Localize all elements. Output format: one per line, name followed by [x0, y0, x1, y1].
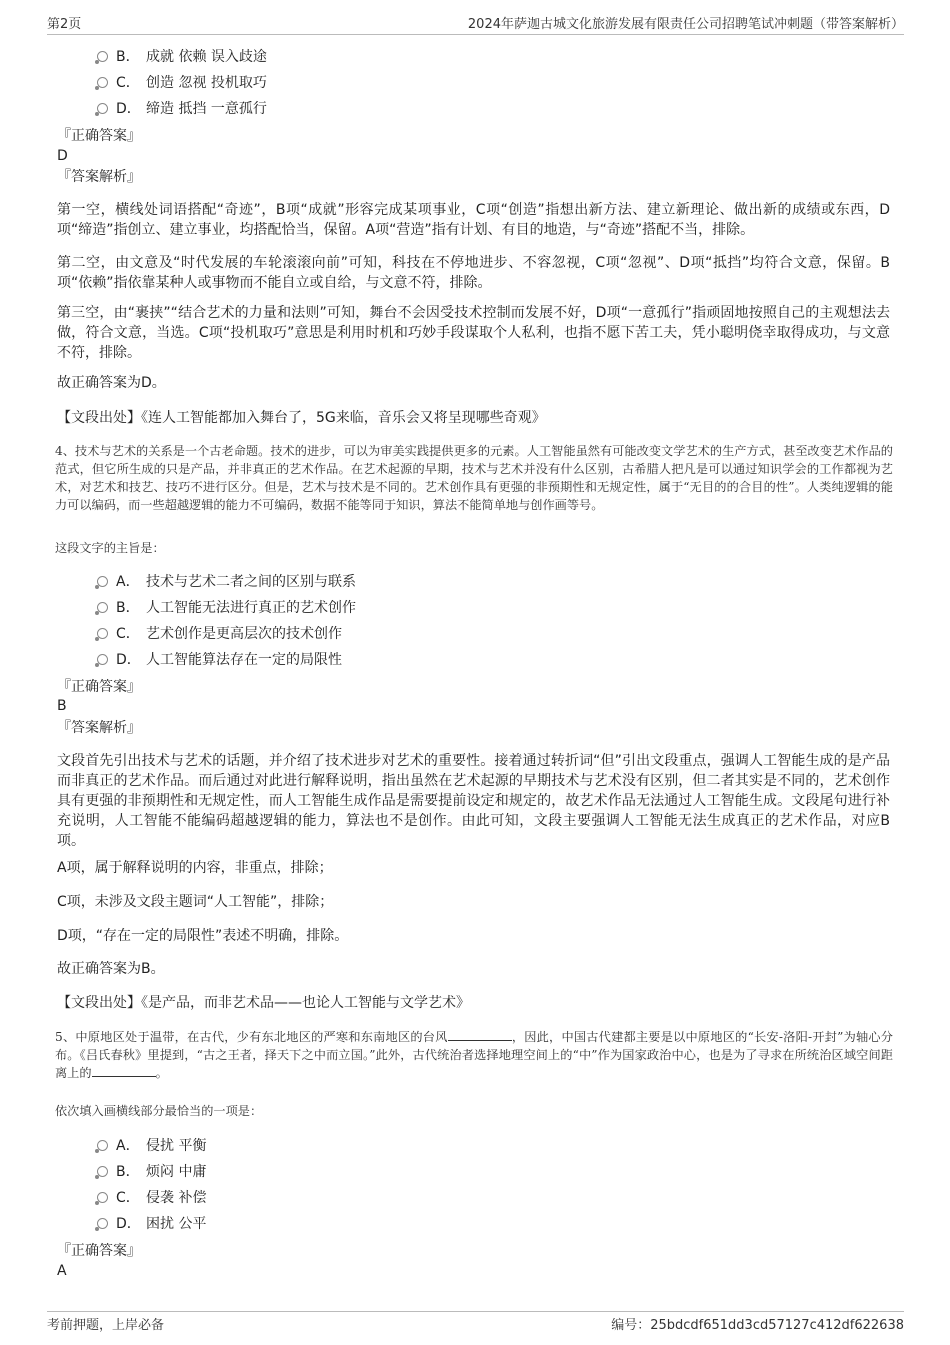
q4-option-a[interactable]: A． 技术与艺术二者之间的区别与联系	[97, 573, 356, 591]
q4-answer: B	[57, 698, 67, 714]
q5-question-text: 5、中原地区处于温带，在古代，少有东北地区的严寒和东南地区的台风 ，因此，中国古代建都主要是以中原地区的“长安-洛阳-开封”为轴心分布。《吕氏春秋》里提到，“古之王者，择天下之中而立国。”此外，古代统治者选择地理空间上的“中”作为国家政治中心，也是为了寻求在所统治区域空间距离上的 。	[55, 1030, 893, 1080]
q4-analysis-option-d: D项，“存在一定的局限性”表述不明确，排除。	[57, 928, 349, 944]
q4-question-text: 4、技术与艺术的关系是一个古老命题。技术的进步，可以为审美实践提供更多的元素。人工智能虽然有可能改变文学艺术的生产方式，甚至改变艺术作品的范式，但它所生成的只是产品，并非真正的艺术作品。在艺术起源的早期，技术与艺术并没有什么区别，古希腊人把凡是可以通过知识学会的工作都视为艺术，对艺术和技艺、技巧不进行区分。但是，艺术与技术是不同的。艺术创作具有更强的非预期性和无规定性，属于“无目的的合目的性”。人类纯逻辑的能力可以编码，而一些超越逻辑的能力不可编码，数据不能等同于知识，算法不能简单地与创作画等号。	[55, 444, 893, 512]
q4-option-c[interactable]: C． 艺术创作是更高层次的技术创作	[97, 625, 342, 643]
q4-analysis-option-c: C项，未涉及文段主题词“人工智能”，排除；	[57, 894, 334, 910]
q3-option-d[interactable]: D． 缔造 抵挡 一意孤行	[97, 100, 267, 118]
radio-icon[interactable]	[97, 1140, 108, 1151]
q4-source: 【文段出处】《是产品，而非艺术品——也论人工智能与文学艺术》	[57, 995, 470, 1011]
q5-option-c[interactable]: C． 侵袭 补偿	[97, 1189, 206, 1207]
q5-option-d[interactable]: D． 困扰 公平	[97, 1215, 206, 1233]
q5-option-b[interactable]: B． 烦闷 中庸	[97, 1163, 206, 1181]
q5-answer: A	[57, 1263, 67, 1279]
q3-conclusion: 故正确答案为D。	[57, 375, 166, 391]
q4-analysis-label: 『答案解析』	[57, 720, 141, 736]
radio-icon[interactable]	[97, 1192, 108, 1203]
document-title: 2024年萨迦古城文化旅游发展有限责任公司招聘笔试冲刺题（带答案解析）	[467, 17, 904, 32]
q5-prompt: 依次填入画横线部分最恰当的一项是：	[55, 1104, 263, 1118]
q3-analysis-label: 『答案解析』	[57, 169, 141, 185]
footer-divider	[47, 1311, 904, 1312]
fill-blank	[92, 1065, 156, 1077]
q3-analysis-paragraph: 第一空，横线处词语搭配“奇迹”，B项“成就”形容完成某项事业，C项“创造”指想出新方法、建立新理论、做出新的成绩或东西，D项“缔造”指创立、建立事业，均搭配恰当，保留。A项“营造”指有计划、有目的地造，与“奇迹”搭配不当，排除。	[57, 202, 890, 238]
footer-slogan: 考前押题，上岸必备	[47, 1318, 165, 1333]
document-code: 编号：25bdcdf651dd3cd57127c412df622638	[611, 1318, 904, 1333]
q5-option-a[interactable]: A． 侵扰 平衡	[97, 1137, 206, 1155]
q4-option-d[interactable]: D． 人工智能算法存在一定的局限性	[97, 651, 342, 669]
page-number: 第2页	[47, 17, 82, 32]
q3-option-b[interactable]: B． 成就 依赖 误入歧途	[97, 48, 267, 66]
radio-icon[interactable]	[97, 628, 108, 639]
radio-icon[interactable]	[97, 654, 108, 665]
q3-analysis-paragraph: 第二空，由文意及“时代发展的车轮滚滚向前”可知，科技在不停地进步、不容忽视，C项“忽视”、D项“抵挡”均符合文意，保留。B项“依赖”指依靠某种人或事物而不能自立或自给，与文意不符，排除。	[57, 255, 890, 291]
q3-analysis-paragraph: 第三空，由“裹挟”“结合艺术的力量和法则”可知，舞台不会因受技术控制而发展不好，D项“一意孤行”指顽固地按照自己的主观想法去做，符合文意，当选。C项“投机取巧”意思是利用时机和巧妙手段谋取个人私利，也指不愿下苦工夫，凭小聪明侥幸取得成功，与文意不符，排除。	[57, 305, 890, 361]
q3-option-c[interactable]: C． 创造 忽视 投机取巧	[97, 74, 267, 92]
q4-answer-label: 『正确答案』	[57, 679, 141, 695]
radio-icon[interactable]	[97, 77, 108, 88]
q4-analysis-paragraph: 文段首先引出技术与艺术的话题，并介绍了技术进步对艺术的重要性。接着通过转折词“但”引出文段重点，强调人工智能生成的是产品而非真正的艺术作品。而后通过对此进行解释说明，指出虽然在艺术起源的早期技术与艺术没有区别，但二者其实是不同的，艺术创作具有更强的非预期性和无规定性，而人工智能生成作品是需要提前设定和规定的，故艺术作品无法通过人工智能生成。文段尾句进行补充说明，人工智能不能编码超越逻辑的能力，算法也不是创作。由此可知，文段主要强调人工智能无法生成真正的艺术作品，对应B项。	[57, 753, 890, 849]
q3-source: 【文段出处】《连人工智能都加入舞台了，5G来临，音乐会又将呈现哪些奇观》	[57, 410, 546, 426]
q4-conclusion: 故正确答案为B。	[57, 961, 165, 977]
q3-answer: D	[57, 148, 68, 164]
radio-icon[interactable]	[97, 1218, 108, 1229]
q4-prompt: 这段文字的主旨是：	[55, 541, 165, 555]
fill-blank	[448, 1029, 512, 1041]
radio-icon[interactable]	[97, 1166, 108, 1177]
radio-icon[interactable]	[97, 103, 108, 114]
q5-answer-label: 『正确答案』	[57, 1243, 141, 1259]
q4-option-b[interactable]: B． 人工智能无法进行真正的艺术创作	[97, 599, 356, 617]
q4-analysis-option-a: A项，属于解释说明的内容，非重点，排除；	[57, 860, 333, 876]
header-divider	[47, 34, 904, 35]
radio-icon[interactable]	[97, 576, 108, 587]
radio-icon[interactable]	[97, 602, 108, 613]
radio-icon[interactable]	[97, 51, 108, 62]
q3-answer-label: 『正确答案』	[57, 128, 141, 144]
